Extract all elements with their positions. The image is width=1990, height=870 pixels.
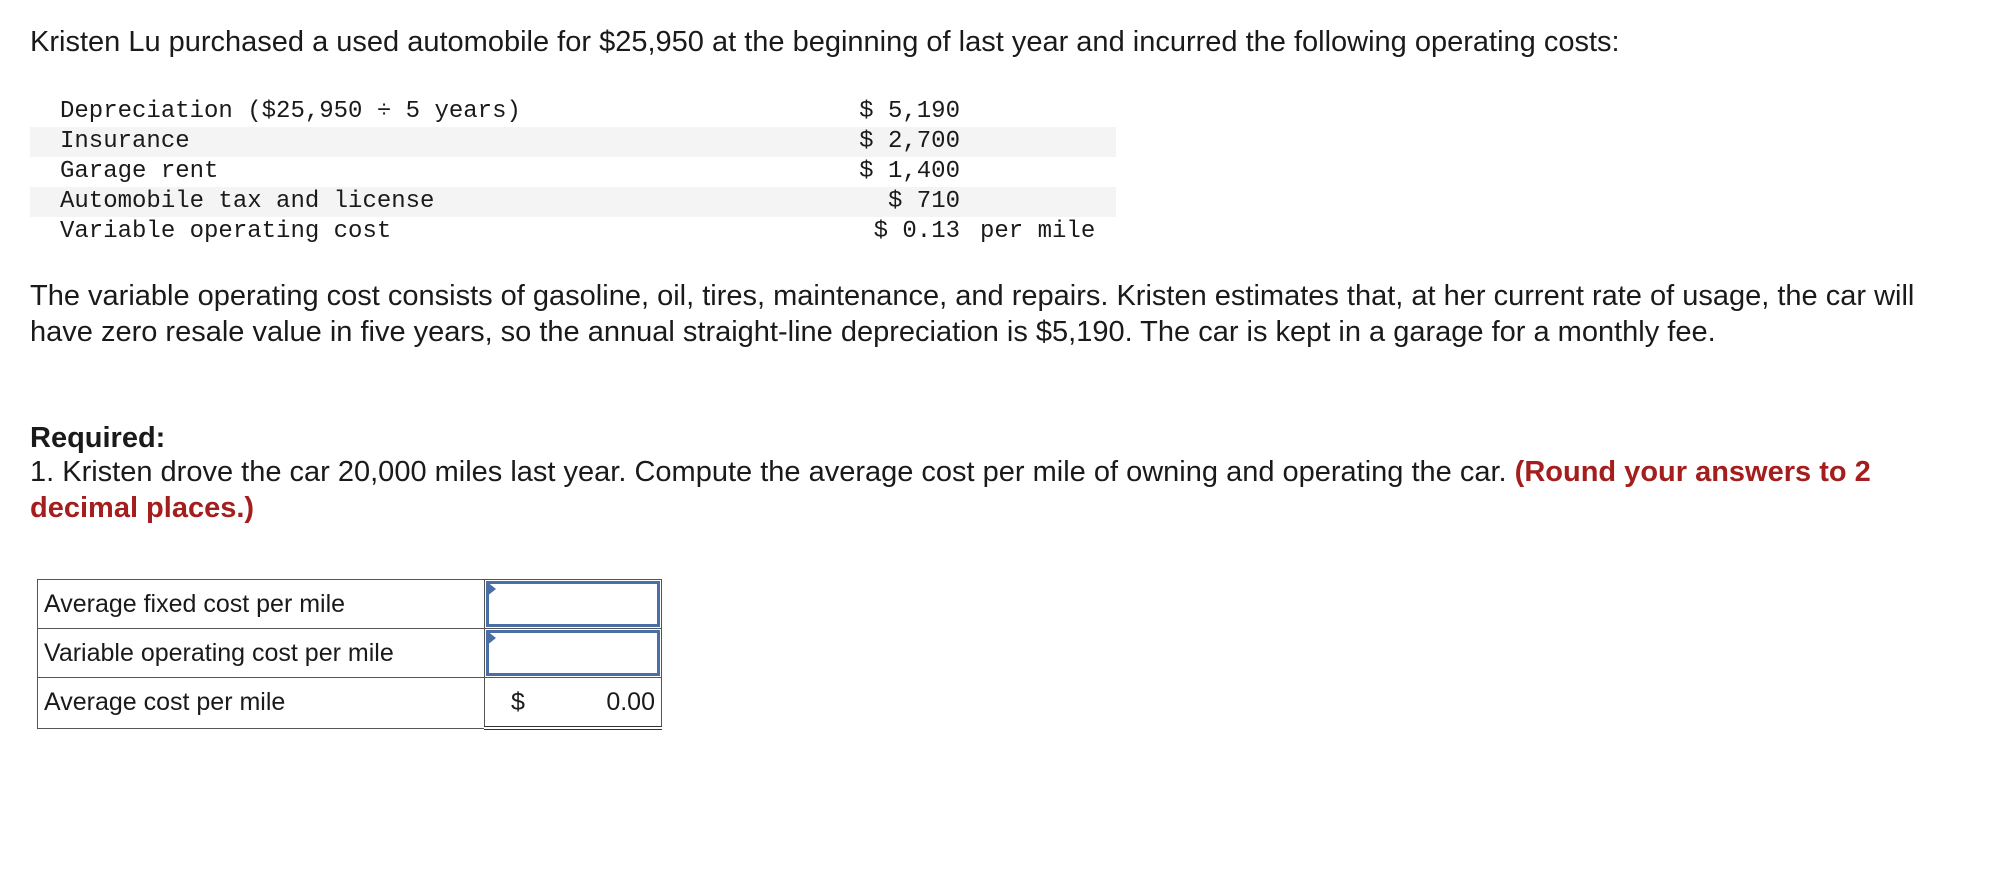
required-heading: Required:: [30, 422, 166, 454]
cost-row-insurance: [30, 127, 1116, 157]
fixed-cost-per-mile-input[interactable]: [485, 580, 662, 629]
cost-amount: $ 5,190: [859, 98, 960, 125]
cost-unit: [960, 157, 1116, 187]
cost-label: Insurance: [30, 127, 820, 157]
required-instruction: [30, 454, 1930, 526]
average-cost-per-mile-total: [485, 678, 662, 729]
cost-unit: [960, 97, 1116, 127]
answer-row-average-cost: [38, 678, 662, 729]
explanation-paragraph: The variable operating cost consists of gasoline, oil, tires, maintenance, and repairs. Kristen estimates that, at her current rate of usage, the car will have zero resale value in five years, so the annual straight-line depreciation is $5,190. The car is kept in a garage for a monthly fee.: [30, 280, 1915, 348]
cost-label: Automobile tax and license: [30, 187, 820, 217]
answer-row-fixed-cost: [38, 580, 662, 629]
problem-intro: Kristen Lu purchased a used automobile for $25,950 at the beginning of last year and incurred the following operating costs:: [30, 26, 1620, 58]
input-marker-icon: [486, 630, 496, 646]
cost-unit: [960, 187, 1116, 217]
cost-label: Depreciation ($25,950 ÷ 5 years): [60, 98, 521, 125]
cost-row-tax-license: [30, 187, 1116, 217]
input-box[interactable]: [486, 630, 660, 676]
input-marker-icon: [486, 581, 496, 597]
total-value: 0.00: [606, 688, 655, 716]
answer-row-variable-cost: [38, 629, 662, 678]
cost-unit: [960, 127, 1116, 157]
cost-unit: per mile: [980, 218, 1096, 245]
cost-label: Variable operating cost: [60, 218, 392, 245]
answer-label: Average cost per mile: [38, 678, 485, 729]
cost-amount: $ 2,700: [820, 127, 960, 157]
cost-amount: $ 0.13: [873, 218, 960, 245]
variable-cost-per-mile-input[interactable]: [485, 629, 662, 678]
operating-costs-table: [30, 97, 1116, 247]
required-question: 1. Kristen drove the car 20,000 miles last year. Compute the average cost per mile of owning and operating the car.: [30, 456, 1507, 488]
cost-amount: $ 1,400: [859, 158, 960, 185]
cost-label: Garage rent: [60, 158, 219, 185]
cost-row-garage-rent: [30, 157, 1116, 187]
cost-row-depreciation: [30, 97, 1116, 127]
rounding-note: (Round your answers to 2 decimal places.): [30, 456, 1871, 524]
answer-label: Variable operating cost per mile: [38, 629, 485, 678]
answer-table: [37, 579, 662, 730]
input-box[interactable]: [486, 581, 660, 627]
currency-symbol: $: [511, 688, 525, 716]
cost-amount: $ 710: [820, 187, 960, 217]
answer-label: Average fixed cost per mile: [38, 580, 485, 629]
cost-row-variable-operating: [30, 217, 1116, 247]
